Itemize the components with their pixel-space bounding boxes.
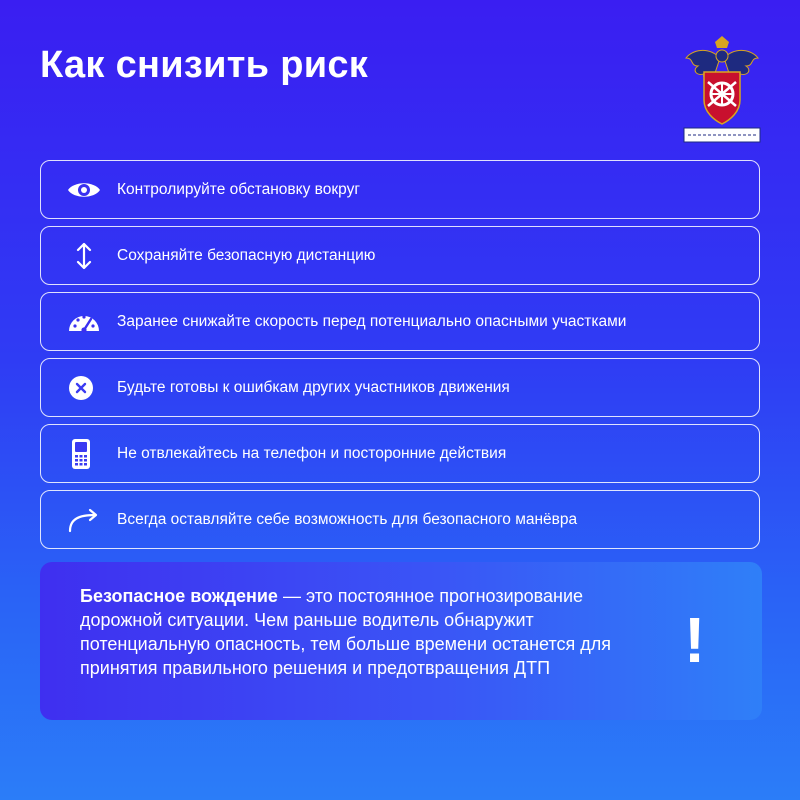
vertical-arrows-icon bbox=[67, 240, 107, 272]
exclamation-mark-icon: ! bbox=[684, 604, 706, 676]
list-item bbox=[40, 424, 760, 483]
tip-label: Всегда оставляйте себе возможность для безопасного манёвра bbox=[117, 510, 578, 528]
list-item bbox=[40, 226, 760, 285]
turn-arrow-icon bbox=[67, 504, 107, 536]
eye-icon bbox=[67, 174, 107, 206]
callout-text bbox=[80, 584, 612, 680]
list-item bbox=[40, 292, 760, 351]
tips-list bbox=[40, 160, 760, 556]
callout-body: — это постоянное прогнозирование дорожной ситуации. Чем раньше водитель обнаружит потенциальную опасность, тем больше времени останется для принятия правильного решения и предотвращения ДТП bbox=[80, 586, 612, 678]
mobile-phone-icon bbox=[67, 438, 107, 470]
list-item bbox=[40, 160, 760, 219]
tip-label: Не отвлекайтесь на телефон и посторонние действия bbox=[117, 444, 507, 462]
tip-label: Будьте готовы к ошибкам других участников движения bbox=[117, 378, 510, 396]
police-eagle-emblem-icon bbox=[682, 36, 762, 146]
close-circle-icon bbox=[67, 372, 107, 404]
page-title: Как снизить риск bbox=[40, 44, 369, 86]
tip-label: Заранее снижайте скорость перед потенциально опасными участками bbox=[117, 312, 627, 330]
callout-bold-term: Безопасное вождение bbox=[80, 586, 278, 606]
speedometer-icon bbox=[67, 306, 107, 338]
safe-driving-callout bbox=[40, 562, 762, 720]
tip-label: Сохраняйте безопасную дистанцию bbox=[117, 246, 376, 264]
tip-label: Контролируйте обстановку вокруг bbox=[117, 180, 360, 198]
list-item bbox=[40, 358, 760, 417]
list-item bbox=[40, 490, 760, 549]
